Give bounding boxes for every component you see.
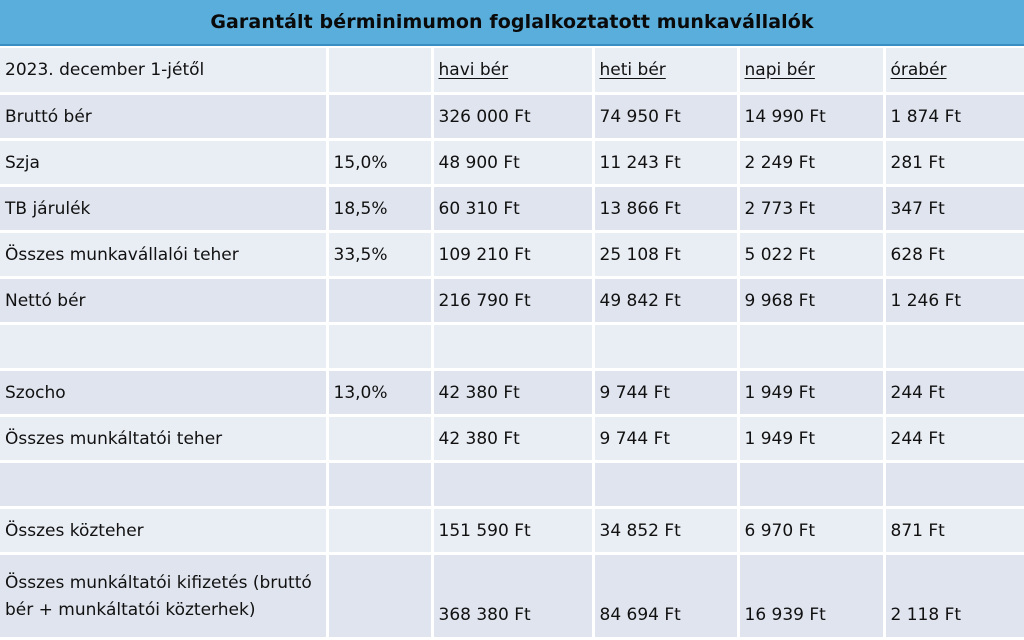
row-rate — [327, 94, 432, 140]
cell-hourly: 628 Ft — [884, 232, 1024, 278]
cell-weekly: 74 950 Ft — [593, 94, 738, 140]
cell-hourly: 871 Ft — [884, 508, 1024, 554]
cell-weekly — [593, 324, 738, 370]
cell-hourly: 1 246 Ft — [884, 278, 1024, 324]
cell-weekly: 11 243 Ft — [593, 140, 738, 186]
cell-weekly: 13 866 Ft — [593, 186, 738, 232]
table-row-szocho — [0, 370, 1024, 416]
cell-hourly: 1 874 Ft — [884, 94, 1024, 140]
cell-weekly: 25 108 Ft — [593, 232, 738, 278]
table-row-tb — [0, 186, 1024, 232]
cell-daily: 1 949 Ft — [738, 370, 884, 416]
table-row-employer-total — [0, 416, 1024, 462]
row-label: Nettó bér — [0, 278, 327, 324]
row-label: Összes munkáltatói kifizetés (bruttó bér + munkáltatói közterhek) — [0, 554, 327, 639]
cell-monthly: 48 900 Ft — [432, 140, 593, 186]
cell-monthly: 42 380 Ft — [432, 416, 593, 462]
column-header-hourly-text: órabér — [890, 60, 947, 80]
row-rate — [327, 416, 432, 462]
row-label — [0, 462, 327, 508]
row-label: Szocho — [0, 370, 327, 416]
rate-header — [327, 48, 432, 94]
row-rate — [327, 278, 432, 324]
cell-monthly: 60 310 Ft — [432, 186, 593, 232]
row-rate: 33,5% — [327, 232, 432, 278]
row-rate — [327, 462, 432, 508]
row-rate: 15,0% — [327, 140, 432, 186]
cell-hourly: 2 118 Ft — [884, 554, 1024, 639]
cell-monthly: 42 380 Ft — [432, 370, 593, 416]
table-title: Garantált bérminimumon foglalkoztatott munkavállalók — [0, 0, 1024, 46]
row-rate: 18,5% — [327, 186, 432, 232]
row-label: Bruttó bér — [0, 94, 327, 140]
cell-daily: 16 939 Ft — [738, 554, 884, 639]
column-header-hourly — [884, 48, 1024, 94]
table-row-employer-payment — [0, 554, 1024, 639]
row-label — [0, 324, 327, 370]
cell-hourly: 244 Ft — [884, 416, 1024, 462]
cell-daily: 14 990 Ft — [738, 94, 884, 140]
period-label: 2023. december 1-jétől — [0, 48, 327, 94]
column-header-monthly-text: havi bér — [438, 60, 509, 80]
table-row-net — [0, 278, 1024, 324]
cell-monthly: 216 790 Ft — [432, 278, 593, 324]
cell-weekly: 34 852 Ft — [593, 508, 738, 554]
cell-daily: 5 022 Ft — [738, 232, 884, 278]
cell-hourly: 347 Ft — [884, 186, 1024, 232]
row-rate: 13,0% — [327, 370, 432, 416]
table-row-gross — [0, 94, 1024, 140]
row-label: Összes munkavállalói teher — [0, 232, 327, 278]
cell-hourly — [884, 462, 1024, 508]
cell-daily: 2 773 Ft — [738, 186, 884, 232]
row-label: Szja — [0, 140, 327, 186]
table-row-spacer — [0, 462, 1024, 508]
column-header-daily-text: napi bér — [744, 60, 815, 80]
column-header-monthly — [432, 48, 593, 94]
cell-hourly — [884, 324, 1024, 370]
cell-hourly: 244 Ft — [884, 370, 1024, 416]
cell-weekly: 84 694 Ft — [593, 554, 738, 639]
row-label: Összes munkáltatói teher — [0, 416, 327, 462]
column-header-weekly-text: heti bér — [599, 60, 666, 80]
cell-monthly — [432, 462, 593, 508]
cell-daily — [738, 462, 884, 508]
cell-monthly: 151 590 Ft — [432, 508, 593, 554]
cell-monthly — [432, 324, 593, 370]
table-row-public-burden — [0, 508, 1024, 554]
row-rate — [327, 508, 432, 554]
table-row-spacer — [0, 324, 1024, 370]
cell-daily: 6 970 Ft — [738, 508, 884, 554]
cell-daily: 1 949 Ft — [738, 416, 884, 462]
cell-monthly: 368 380 Ft — [432, 554, 593, 639]
cell-daily: 9 968 Ft — [738, 278, 884, 324]
row-rate — [327, 554, 432, 639]
cell-weekly — [593, 462, 738, 508]
cell-weekly: 9 744 Ft — [593, 416, 738, 462]
column-header-weekly — [593, 48, 738, 94]
header-row — [0, 48, 1024, 94]
row-label: TB járulék — [0, 186, 327, 232]
cell-hourly: 281 Ft — [884, 140, 1024, 186]
row-rate — [327, 324, 432, 370]
row-label: Összes közteher — [0, 508, 327, 554]
table-row-szja — [0, 140, 1024, 186]
cell-daily: 2 249 Ft — [738, 140, 884, 186]
wage-table — [0, 48, 1024, 640]
cell-monthly: 109 210 Ft — [432, 232, 593, 278]
column-header-daily — [738, 48, 884, 94]
cell-weekly: 49 842 Ft — [593, 278, 738, 324]
cell-monthly: 326 000 Ft — [432, 94, 593, 140]
cell-daily — [738, 324, 884, 370]
cell-weekly: 9 744 Ft — [593, 370, 738, 416]
table-row-employee-total — [0, 232, 1024, 278]
